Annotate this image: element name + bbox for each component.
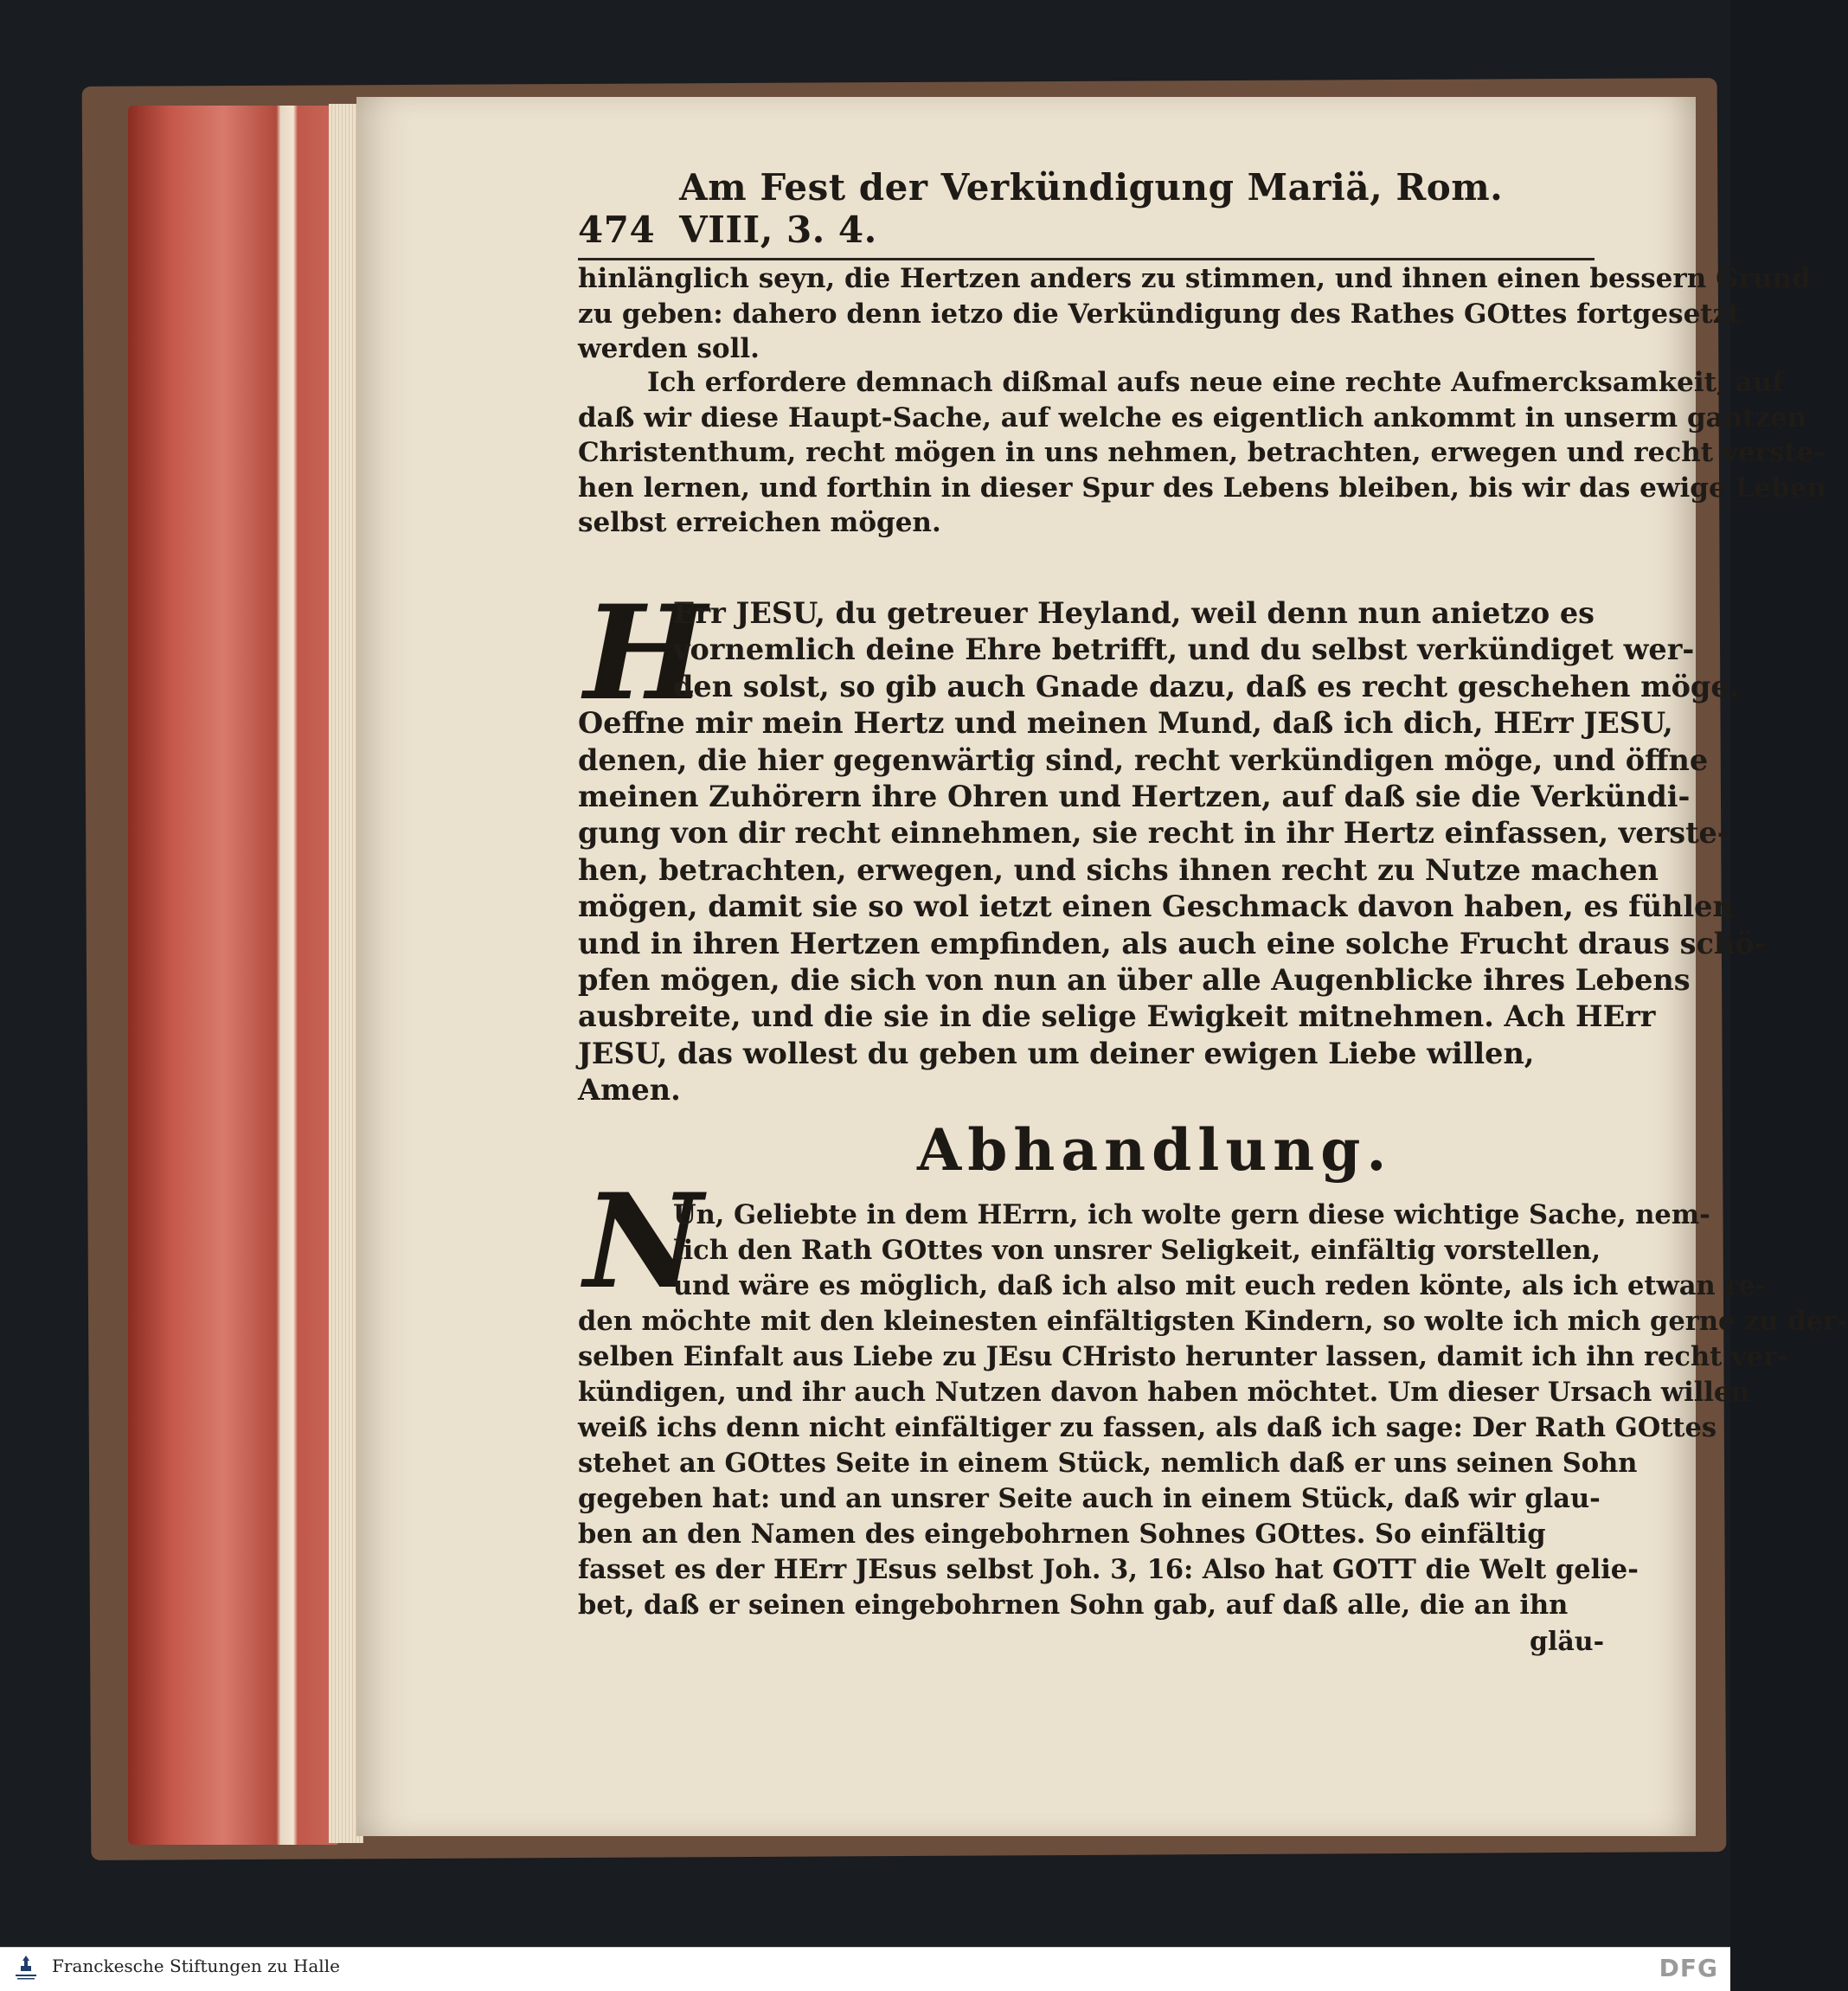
text-line: ausbreite, und die sie in die selige Ewigkeit mitnehmen. Ach HErr xyxy=(578,999,1656,1034)
institution-logo-icon xyxy=(10,1952,42,1985)
text-line: gung von dir recht einnehmen, sie recht in ihr Hertz einfassen, verste- xyxy=(578,816,1729,851)
text-line: Err JESU, du getreuer Heyland, weil denn nun anietzo es xyxy=(673,596,1595,630)
page-header xyxy=(578,166,1599,251)
page-edges xyxy=(128,106,340,1845)
text-line: werden soll. xyxy=(578,333,760,365)
text-line: den solst, so gib auch Gnade dazu, daß es recht geschehen möge. xyxy=(673,669,1740,703)
text-line: JESU, das wollest du geben um deiner ewigen Liebe willen, xyxy=(578,1036,1535,1070)
text-line: selbst erreichen mögen. xyxy=(578,507,941,539)
text-line: hen lernen, und forthin in dieser Spur des Lebens bleiben, bis wir das ewige Leben xyxy=(578,472,1826,504)
running-title: Am Fest der Verkündigung Mariä, Rom. VIII, 3. 4. xyxy=(679,166,1504,251)
page-number: 474 xyxy=(578,209,656,251)
text-line: meinen Zuhörern ihre Ohren und Hertzen, auf daß sie die Verkündi- xyxy=(578,779,1691,813)
text-line: hinlänglich seyn, die Hertzen anders zu stimmen, und ihnen einen bessern Grund xyxy=(578,263,1811,294)
prayer-paragraph xyxy=(578,595,1767,1108)
prayer-dropcap: H xyxy=(584,577,707,729)
dfg-logo: DFG xyxy=(1659,1954,1718,1982)
text-line: stehet an GOttes Seite in einem Stück, nemlich daß er uns seinen Sohn xyxy=(578,1448,1638,1479)
section-heading: Abhandlung. xyxy=(917,1116,1393,1184)
header-rule xyxy=(578,258,1595,260)
text-line: mögen, damit sie so wol ietzt einen Geschmack davon haben, es fühlen xyxy=(578,890,1734,924)
text-line: ben an den Namen des eingebohrnen Sohnes GOttes. So einfältig xyxy=(578,1519,1546,1550)
paragraph-2 xyxy=(578,365,1826,541)
text-line: und in ihren Hertzen empfinden, als auch eine solche Frucht draus schö- xyxy=(578,926,1767,960)
text-line: bet, daß er seinen eingebohrnen Sohn gab, auf daß alle, die an ihn xyxy=(578,1590,1569,1621)
body-dropcap: N xyxy=(584,1166,703,1318)
catchword: gläu- xyxy=(1530,1627,1605,1657)
text-line: vornemlich deine Ehre betrifft, und du selbst verkündiget wer- xyxy=(673,633,1695,667)
text-line: Amen. xyxy=(578,1073,681,1108)
text-line: Un, Geliebte in dem HErrn, ich wolte gern diese wichtige Sache, nem- xyxy=(673,1199,1710,1230)
text-line: zu geben: dahero denn ietzo die Verkündigung des Rathes GOttes fortgesetzt xyxy=(578,298,1741,330)
text-line: Christenthum, recht mögen in uns nehmen, betrachten, erwegen und recht verste- xyxy=(578,437,1826,469)
text-line: selben Einfalt aus Liebe zu JEsu CHristo herunter lassen, damit ich ihn recht ver- xyxy=(578,1341,1788,1372)
text-line: daß wir diese Haupt-Sache, auf welche es eigentlich ankommt in unserm gantzen xyxy=(578,401,1807,434)
text-line: und wäre es möglich, daß ich also mit euch reden könte, als ich etwan re- xyxy=(673,1270,1767,1301)
body-paragraph xyxy=(578,1198,1848,1623)
paragraph-1 xyxy=(578,261,1811,367)
text-line: hen, betrachten, erwegen, und sichs ihnen recht zu Nutze machen xyxy=(578,852,1659,887)
text-line: weiß ichs denn nicht einfältiger zu fassen, als daß ich sage: Der Rath GOttes xyxy=(578,1412,1717,1443)
text-line: gegeben hat: und an unsrer Seite auch in einem Stück, daß wir glau- xyxy=(578,1483,1601,1514)
text-line: fasset es der HErr JEsus selbst Joh. 3, 16: Also hat GOTT die Welt gelie- xyxy=(578,1554,1639,1585)
text-line: kündigen, und ihr auch Nutzen davon haben möchtet. Um dieser Ursach willen xyxy=(578,1377,1750,1408)
institution-name: Franckesche Stiftungen zu Halle xyxy=(52,1956,340,1976)
text-line: pfen mögen, die sich von nun an über alle Augenblicke ihres Lebens xyxy=(578,962,1691,997)
text-line: Ich erfordere demnach dißmal aufs neue eine rechte Aufmercksamkeit, auf xyxy=(647,367,1784,398)
text-line: lich den Rath GOttes von unsrer Seligkeit, einfältig vorstellen, xyxy=(673,1235,1601,1266)
text-line: den möchte mit den kleinesten einfältigsten Kindern, so wolte ich mich gerne zu der- xyxy=(578,1306,1848,1337)
text-line: denen, die hier gegenwärtig sind, recht verkündigen möge, und öffne xyxy=(578,742,1709,777)
text-line: Oeffne mir mein Hertz und meinen Mund, daß ich dich, HErr JESU, xyxy=(578,706,1673,741)
